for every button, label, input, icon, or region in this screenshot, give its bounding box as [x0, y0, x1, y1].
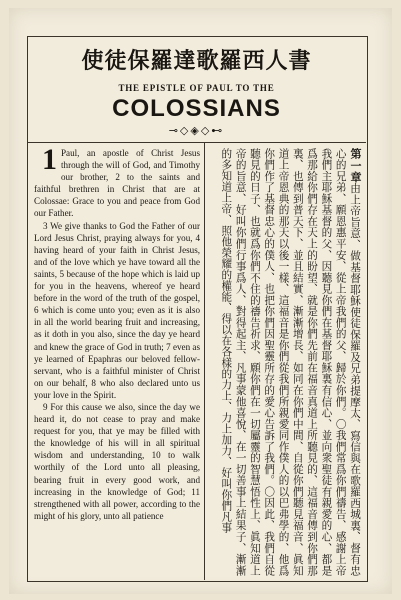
english-subtitle: THE EPISTLE OF PAUL TO THE	[118, 83, 275, 93]
chapter-number-dropcap: 1	[42, 147, 57, 176]
chinese-chapter-heading: 第一章	[349, 148, 362, 183]
english-text-column	[34, 147, 200, 577]
chinese-text-column	[208, 148, 362, 576]
paragraph-3: 9 For this cause we also, since the day we heard it, do not cease to pray and make request for you, that ye may be filled with the knowledge of his will in all spiritual wisdom and understanding, 10 to walk worthily of the Lord unto all pleasing, bearing fruit in every good work, and increasing in the knowledge of God; 11 strengthened with all power, according to the might of his glory, unto all patience	[34, 401, 200, 521]
chinese-text: 由上帝旨意、做基督耶穌使徒保羅及兄弟提摩太、寫信與在歌羅西城裏、督有忠心的兄弟、願恩惠平安、從上帝我們的父、歸於你們。〇我們常爲你們禱告、感謝上帝我們主耶穌基督的父、因聽見你們在基督耶穌裏有信心、並向衆聖徒有親愛的心、都是爲那給你們存在天上的盼望、就是你們先前在福音真道上所聽見的、這福音傳到你們那裏、也傳到普天下、並且結實、漸漸增長、如同在你們中間、自從你們聽見福音、眞知道上帝恩典的那天以後一樣、這福音是你們從我們所親愛同作僕人的以巴弗學的、他爲你們作了基督忠心的僕人、也把你們因聖靈所存的愛心告訴了我們。〇因此、我們自從聽見的日子、也就爲你們不住的禱告祈求、願你們在一切屬靈的智慧悟性上、眞知道上帝的旨意、好叫你們行事爲人、對得起主、凡事蒙他喜悅、在一切善事上結果子、漸漸的多知道上帝、照他榮耀的權能、得以在各樣的力上、力上加力、好叫你們凡事	[220, 148, 361, 576]
ornament-divider: ⊸◇◈◇⊷	[168, 125, 225, 137]
paragraph-2: 3 We give thanks to God the Father of our Lord Jesus Christ, praying always for you, 4 having heard of your faith in Christ Jesus, and of the love which ye have toward all the saints, 5 because of the hope which is laid up for you in the heavens, whereof ye heard before in the word of the truth of the gospel, 6 which is come unto you; even as it is also in all the world bearing fruit and increasing, as it doth in you also, since the day ye heard and knew the grace of God in truth; 7 even as ye learned of Epaphras our beloved fellow-servant, who is a faithful minister of Christ on our behalf, 8 who also declared unto us your love in the Spirit.	[34, 220, 200, 400]
column-divider	[204, 142, 205, 580]
page-header	[27, 36, 366, 143]
paragraph-1-text: Paul, an apostle of Christ Jesus through the will of God, and Timothy our brother, 2 to the saints and faithful brethren in Christ that are at Colossae: Grace to you and peace from God our Father.	[34, 148, 200, 219]
chinese-book-title: 使徒保羅達歌羅西人書	[81, 48, 312, 74]
paragraph-1	[34, 147, 200, 220]
english-book-title: COLOSSIANS	[112, 95, 281, 122]
